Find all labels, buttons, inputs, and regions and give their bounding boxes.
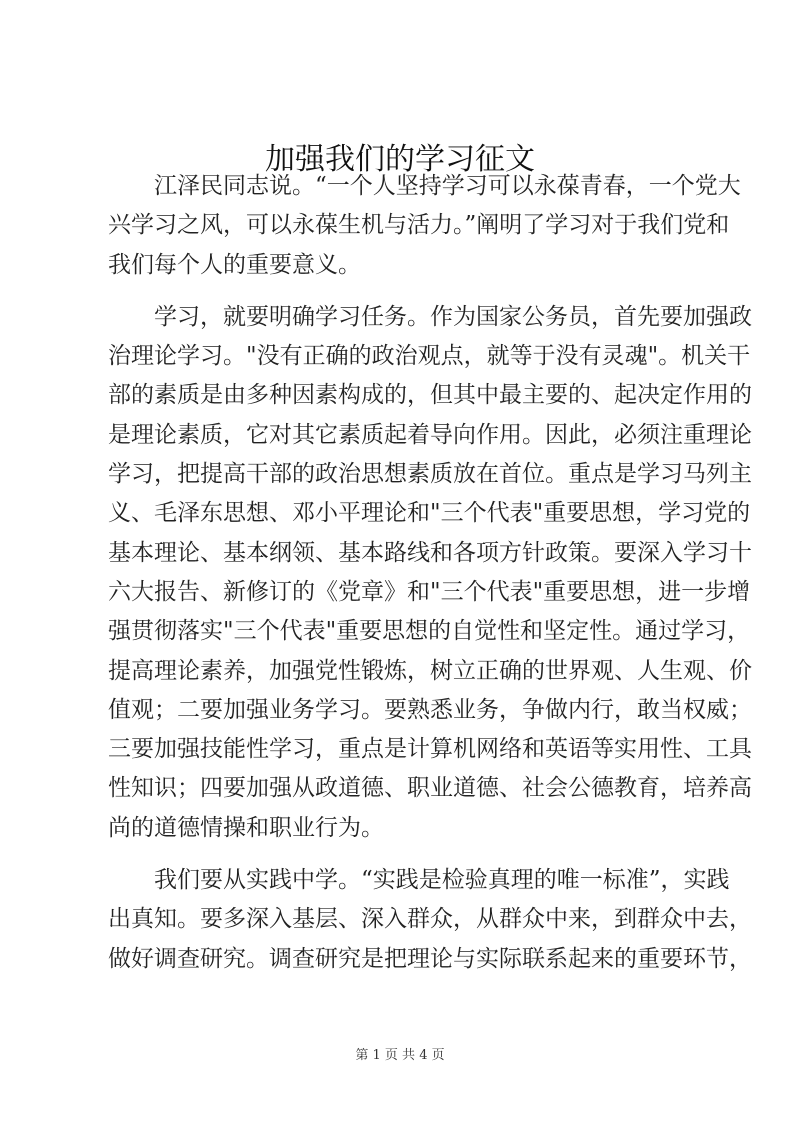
paragraph bbox=[108, 298, 752, 848]
document-title: 加强我们的学习征文 bbox=[265, 142, 535, 177]
page-footer: 第 1 页 共 4 页 bbox=[355, 1048, 445, 1063]
text-line: 三要加强技能性学习，重点是计算机网络和英语等实用性、工具 bbox=[108, 736, 752, 763]
text-line: 治理论学习。"没有正确的政治观点，就等于没有灵魂"。机关干 bbox=[108, 343, 751, 370]
text-line: 义、毛泽东思想、邓小平理论和"三个代表"重要思想，学习党的 bbox=[108, 500, 751, 527]
paragraph bbox=[108, 167, 741, 285]
text-line: 是理论素质，它对其它素质起着导向作用。因此，必须注重理论 bbox=[108, 421, 752, 448]
text-line: 做好调查研究。调查研究是把理论与实际联系起来的重要环节， bbox=[108, 945, 752, 972]
text-line: 尚的道德情操和职业行为。 bbox=[108, 814, 384, 841]
text-line: 性知识；四要加强从政道德、职业道德、社会公德教育，培养高 bbox=[108, 775, 752, 802]
text-line: 部的素质是由多种因素构成的，但其中最主要的、起决定作用的 bbox=[108, 382, 752, 409]
text-line: 我们要从实践中学。“实践是检验真理的唯一标准”，实践 bbox=[154, 867, 730, 894]
text-line: 学习，把提高干部的政治思想素质放在首位。重点是学习马列主 bbox=[108, 461, 752, 488]
text-line: 提高理论素养，加强党性锻炼，树立正确的世界观、人生观、价 bbox=[108, 657, 752, 684]
text-line: 江泽民同志说。“一个人坚持学习可以永葆青春，一个党大 bbox=[154, 173, 741, 199]
text-line: 兴学习之风，可以永葆生机与活力。”阐明了学习对于我们党和 bbox=[108, 212, 730, 239]
text-line: 强贯彻落实"三个代表"重要思想的自觉性和坚定性。通过学习， bbox=[108, 618, 751, 645]
document-body bbox=[108, 167, 752, 992]
paragraph bbox=[108, 861, 752, 979]
text-line: 值观；二要加强业务学习。要熟悉业务，争做内行，敢当权威； bbox=[108, 696, 752, 723]
text-line: 学习，就要明确学习任务。作为国家公务员，首先要加强政 bbox=[154, 303, 752, 330]
text-line: 六大报告、新修订的《党章》和"三个代表"重要思想，进一步增 bbox=[108, 578, 751, 605]
text-line: 我们每个人的重要意义。 bbox=[108, 251, 361, 278]
text-line: 基本理论、基本纲领、基本路线和各项方针政策。要深入学习十 bbox=[108, 539, 752, 566]
text-line: 出真知。要多深入基层、深入群众，从群众中来，到群众中去， bbox=[108, 906, 752, 933]
